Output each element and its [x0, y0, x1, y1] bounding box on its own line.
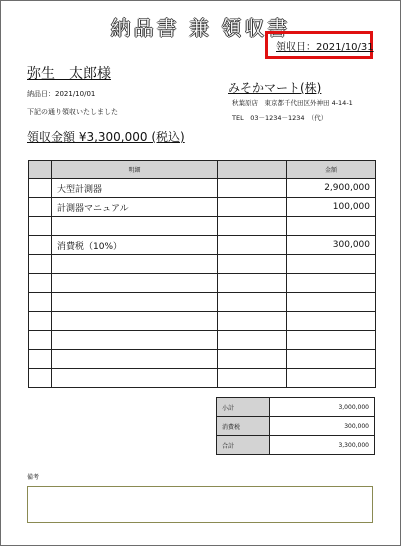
total-value: 3,300,000: [270, 436, 375, 455]
blank-cell: [218, 369, 287, 388]
row-index-cell: [29, 198, 52, 217]
table-row: [29, 236, 376, 255]
item-cell: 計測器マニュアル: [52, 198, 218, 217]
table-row: [29, 331, 376, 350]
blank-cell: [218, 293, 287, 312]
row-index-cell: [29, 369, 52, 388]
document-title: 納品書 兼 領収書: [110, 16, 291, 40]
blank-cell: [218, 179, 287, 198]
tax-label: 消費税: [217, 417, 270, 436]
table-row: [29, 350, 376, 369]
amount-cell: [287, 255, 376, 274]
subtotal-row: [217, 398, 375, 417]
row-index-cell: [29, 293, 52, 312]
amount-cell: 2,900,000: [287, 179, 376, 198]
header-description: 明細: [52, 161, 218, 179]
header-index: [29, 161, 52, 179]
header-blank: [218, 161, 287, 179]
item-cell: 消費税（10%）: [52, 236, 218, 255]
item-cell: [52, 350, 218, 369]
totals-table: [216, 397, 375, 455]
item-cell: 大型計測器: [52, 179, 218, 198]
amount-cell: [287, 331, 376, 350]
customer-name: 弥生 太郎様: [27, 66, 111, 82]
item-cell: [52, 217, 218, 236]
blank-cell: [218, 236, 287, 255]
row-index-cell: [29, 312, 52, 331]
table-row: [29, 312, 376, 331]
company-name: みそかマート(株): [228, 81, 322, 95]
item-cell: [52, 312, 218, 331]
items-header-row: [29, 161, 376, 179]
remarks-box[interactable]: [27, 486, 373, 523]
total-label: 合計: [217, 436, 270, 455]
row-index-cell: [29, 217, 52, 236]
item-cell: [52, 331, 218, 350]
table-row: [29, 198, 376, 217]
items-table: [28, 160, 376, 388]
thanks-text: 下記の通り領収いたしました: [27, 108, 118, 116]
amount-cell: [287, 350, 376, 369]
blank-cell: [218, 217, 287, 236]
table-row: [29, 369, 376, 388]
header-amount: 金額: [287, 161, 376, 179]
item-cell: [52, 274, 218, 293]
row-index-cell: [29, 350, 52, 369]
receipt-amount: 領収金額 ¥3,300,000 (税込): [27, 130, 185, 144]
amount-cell: 100,000: [287, 198, 376, 217]
subtotal-label: 小計: [217, 398, 270, 417]
blank-cell: [218, 312, 287, 331]
amount-cell: [287, 293, 376, 312]
item-cell: [52, 369, 218, 388]
delivery-date: 納品日：2021/10/01: [27, 90, 96, 98]
amount-cell: [287, 274, 376, 293]
blank-cell: [218, 331, 287, 350]
total-row: [217, 436, 375, 455]
row-index-cell: [29, 236, 52, 255]
tax-row: [217, 417, 375, 436]
blank-cell: [218, 198, 287, 217]
company-tel: TEL 03－1234－1234 （代）: [232, 114, 328, 122]
table-row: [29, 217, 376, 236]
row-index-cell: [29, 274, 52, 293]
blank-cell: [218, 255, 287, 274]
row-index-cell: [29, 179, 52, 198]
row-index-cell: [29, 255, 52, 274]
subtotal-value: 3,000,000: [270, 398, 375, 417]
item-cell: [52, 293, 218, 312]
item-cell: [52, 255, 218, 274]
amount-cell: [287, 312, 376, 331]
amount-cell: [287, 217, 376, 236]
row-index-cell: [29, 331, 52, 350]
blank-cell: [218, 274, 287, 293]
amount-cell: [287, 369, 376, 388]
table-row: [29, 179, 376, 198]
tax-value: 300,000: [270, 417, 375, 436]
blank-cell: [218, 350, 287, 369]
table-row: [29, 255, 376, 274]
remarks-label: 備考: [27, 474, 40, 481]
receipt-date: 領収日：2021/10/31: [276, 42, 374, 53]
table-row: [29, 293, 376, 312]
table-row: [29, 274, 376, 293]
company-address: 秋葉原店 東京都千代田区外神田 4-14-1: [232, 99, 353, 107]
amount-cell: 300,000: [287, 236, 376, 255]
